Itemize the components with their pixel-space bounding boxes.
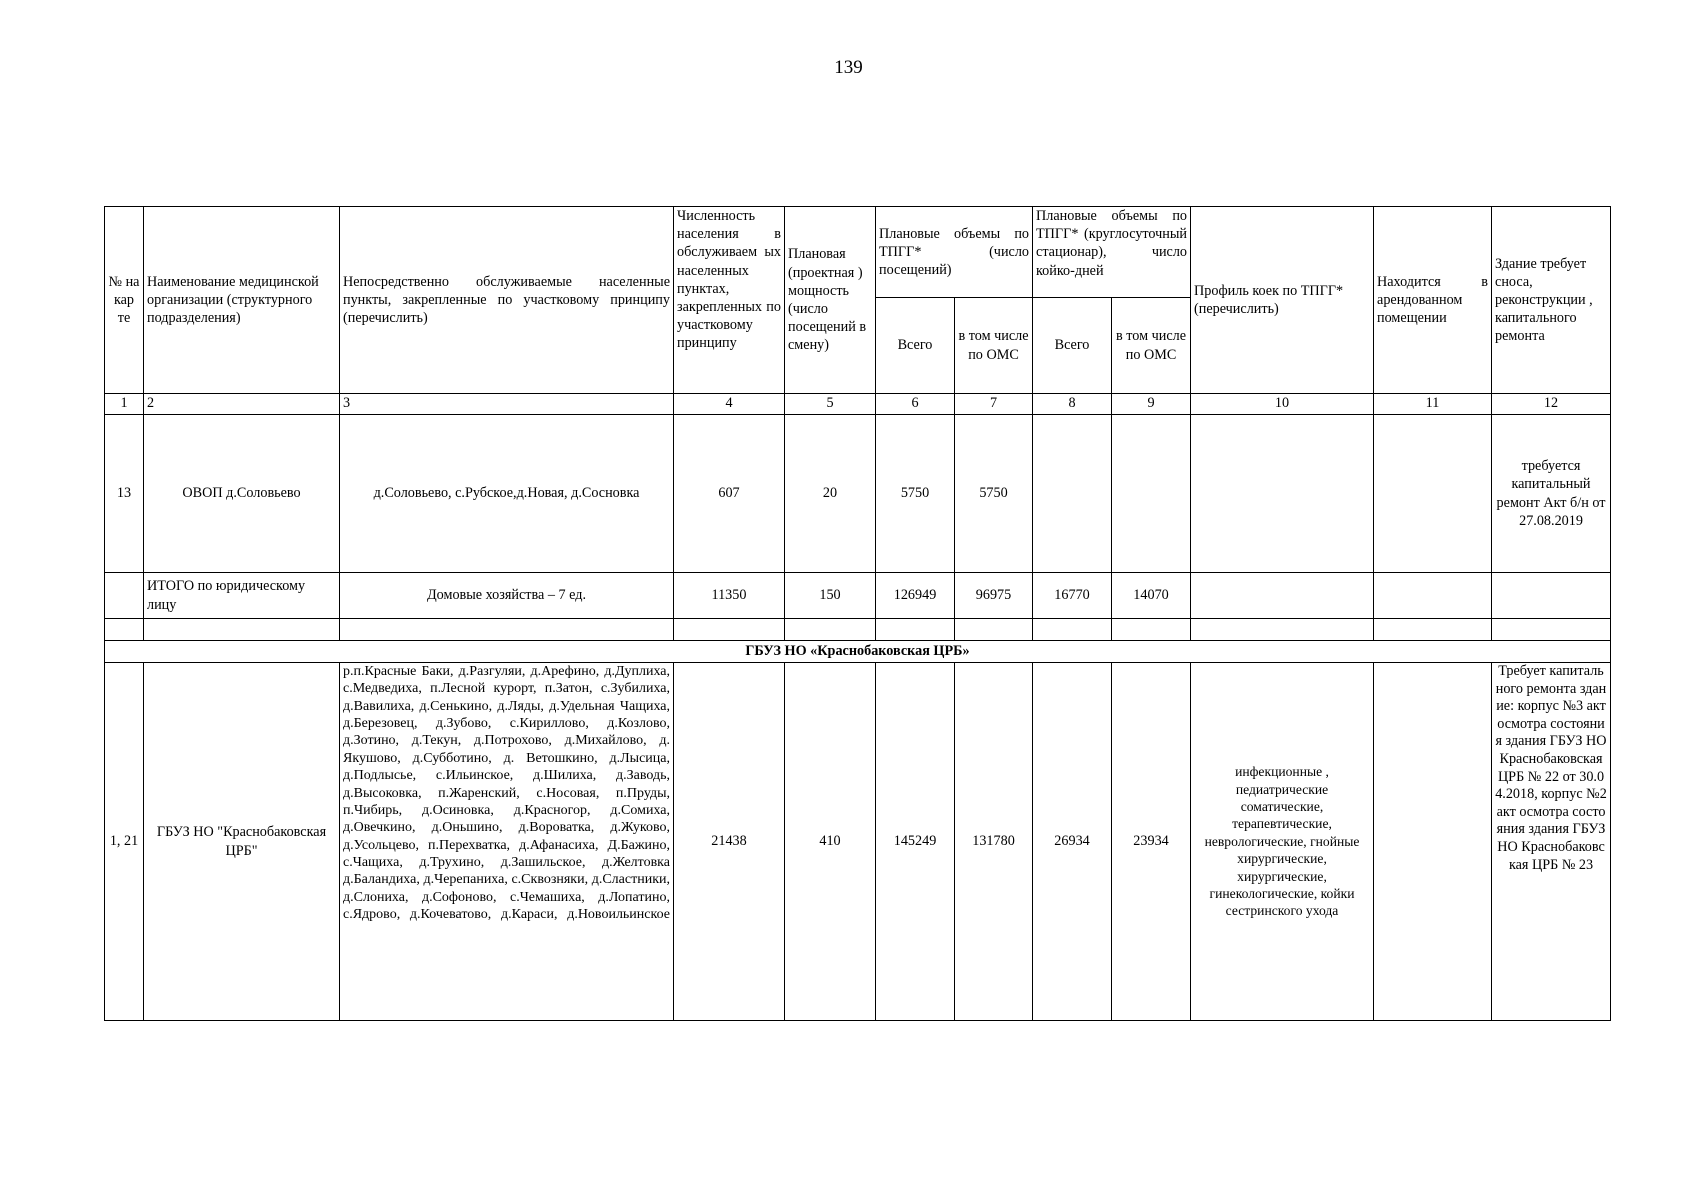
empty-cell: [1033, 619, 1112, 641]
beds-oms: 23934: [1112, 663, 1191, 1021]
repair-status: требуется капитальный ремонт Акт б/н от 27.08.2019: [1492, 415, 1611, 573]
blank-row: [105, 619, 1611, 641]
column-number: 10: [1191, 394, 1374, 415]
empty-cell: [105, 573, 144, 619]
header-population: Численность населения в обслуживаем ых населенных пунктах, закрепленных по участковому принципу: [674, 207, 785, 394]
empty-cell: [1492, 573, 1611, 619]
bed-profile: инфекционные , педиатрические соматические, терапевтические, неврологические, гнойные хирургические, хирургические, гинекологические, койки сестринского ухода: [1191, 663, 1374, 1021]
hospital-capacity-table: [104, 206, 1611, 1021]
total-beds-oms: 14070: [1112, 573, 1191, 619]
settlements: р.п.Красные Баки, д.Разгуляи, д.Арефино, д.Дуплиха, с.Медведиха, п.Лесной курорт, п.Затон, с.Зубилиха, д.Вавилиха, д.Сенькино, д.Ляды, д.Удельная Чащиха, д.Березовец, д.Зубово, с.Кириллово, д.Козлово, д.Зотино, д.Текун, д.Потрохово, д.Михайлово, д. Якушово, д.Субботино, д. Ветошкино, д.Лысица, д.Подлысье, с.Ильинское, д.Шилиха, д.Заводь, д.Высоковка, п.Жаренский, с.Носовая, п.Пруды, п.Чибирь, д.Осиновка, д.Красногор, д.Сомиха, д.Овечкино, д.Оньшино, д.Вороватка, д.Жуково, д.Усольцево, п.Перехватка, д.Афанасиха, Д.Бажино, с.Чащиха, д.Трухино, д.Зашильское, д.Желтовка д.Баландиха, д.Черепаниха, с.Сквозняки, д.Сластники, д.Слониха, д.Софоново, с.Чемашиха, д.Лопатино, с.Ядрово, д.Кочеватово, д.Караси, д.Новоильинское: [340, 663, 674, 1021]
capacity: 20: [785, 415, 876, 573]
header-visits-volume: Плановые объемы по ТПГГ* (число посещений): [876, 207, 1033, 298]
repair-status: Требует капитального ремонта здание: корпус №3 акт осмотра состояния здания ГБУЗ НО Краснобаковская ЦРБ № 22 от 30.04.2018, корпус №2 акт осмотра состояния здания ГБУЗ НО Краснобаковская ЦРБ № 23: [1492, 663, 1611, 1021]
header-org-name: Наименование медицинской организации (структурного подразделения): [144, 207, 340, 394]
empty-cell: [144, 619, 340, 641]
column-number: 1: [105, 394, 144, 415]
column-number: 3: [340, 394, 674, 415]
total-label: ИТОГО по юридическому лицу: [144, 573, 340, 619]
header-capacity: Плановая (проектная ) мощность (число посещений в смену): [785, 207, 876, 394]
header-map-number: № на кар те: [105, 207, 144, 394]
header-settlements: Непосредственно обслуживаемые населенные пункты, закрепленные по участковому принципу (перечислить): [340, 207, 674, 394]
table-row: [105, 663, 1611, 1021]
empty-cell: [105, 619, 144, 641]
header-beds-oms: в том числе по ОМС: [1112, 298, 1191, 394]
total-settlements: Домовые хозяйства – 7 ед.: [340, 573, 674, 619]
total-visits-oms: 96975: [955, 573, 1033, 619]
visits-oms: 5750: [955, 415, 1033, 573]
rented: [1374, 663, 1492, 1021]
empty-cell: [1112, 619, 1191, 641]
column-number-row: [105, 394, 1611, 415]
org-name: ОВОП д.Соловьево: [144, 415, 340, 573]
column-number: 4: [674, 394, 785, 415]
column-number: 2: [144, 394, 340, 415]
empty-cell: [1492, 619, 1611, 641]
header-beds-total: Всего: [1033, 298, 1112, 394]
empty-cell: [1191, 573, 1374, 619]
header-beds-volume: Плановые объемы по ТПГГ* (круглосуточный стационар), число койко-дней: [1033, 207, 1191, 298]
bed-profile: [1191, 415, 1374, 573]
total-beds: 16770: [1033, 573, 1112, 619]
total-row: [105, 573, 1611, 619]
total-capacity: 150: [785, 573, 876, 619]
population: 607: [674, 415, 785, 573]
header-rented: Находится в арендованном помещении: [1374, 207, 1492, 394]
page-number: 139: [834, 57, 863, 78]
column-number: 8: [1033, 394, 1112, 415]
beds-total: [1033, 415, 1112, 573]
org-name: ГБУЗ НО "Краснобаковская ЦРБ": [144, 663, 340, 1021]
column-number: 9: [1112, 394, 1191, 415]
section-title: ГБУЗ НО «Краснобаковская ЦРБ»: [105, 641, 1611, 663]
total-visits: 126949: [876, 573, 955, 619]
empty-cell: [674, 619, 785, 641]
population: 21438: [674, 663, 785, 1021]
row-number: 13: [105, 415, 144, 573]
rented: [1374, 415, 1492, 573]
total-population: 11350: [674, 573, 785, 619]
table-row: [105, 415, 1611, 573]
capacity: 410: [785, 663, 876, 1021]
visits-total: 145249: [876, 663, 955, 1021]
visits-oms: 131780: [955, 663, 1033, 1021]
header-bed-profile: Профиль коек по ТПГГ* (перечислить): [1191, 207, 1374, 394]
empty-cell: [876, 619, 955, 641]
row-number: 1, 21: [105, 663, 144, 1021]
empty-cell: [340, 619, 674, 641]
column-number: 7: [955, 394, 1033, 415]
section-header-row: [105, 641, 1611, 663]
settlements: д.Соловьево, с.Рубское,д.Новая, д.Сосновка: [340, 415, 674, 573]
visits-total: 5750: [876, 415, 955, 573]
column-number: 6: [876, 394, 955, 415]
beds-total: 26934: [1033, 663, 1112, 1021]
empty-cell: [785, 619, 876, 641]
empty-cell: [955, 619, 1033, 641]
column-number: 11: [1374, 394, 1492, 415]
column-number: 5: [785, 394, 876, 415]
empty-cell: [1374, 573, 1492, 619]
beds-oms: [1112, 415, 1191, 573]
header-visits-total: Всего: [876, 298, 955, 394]
column-number: 12: [1492, 394, 1611, 415]
header-visits-oms: в том числе по ОМС: [955, 298, 1033, 394]
empty-cell: [1374, 619, 1492, 641]
empty-cell: [1191, 619, 1374, 641]
header-repair: Здание требует сноса, реконструкции , капитального ремонта: [1492, 207, 1611, 394]
header-row-1: [105, 207, 1611, 298]
